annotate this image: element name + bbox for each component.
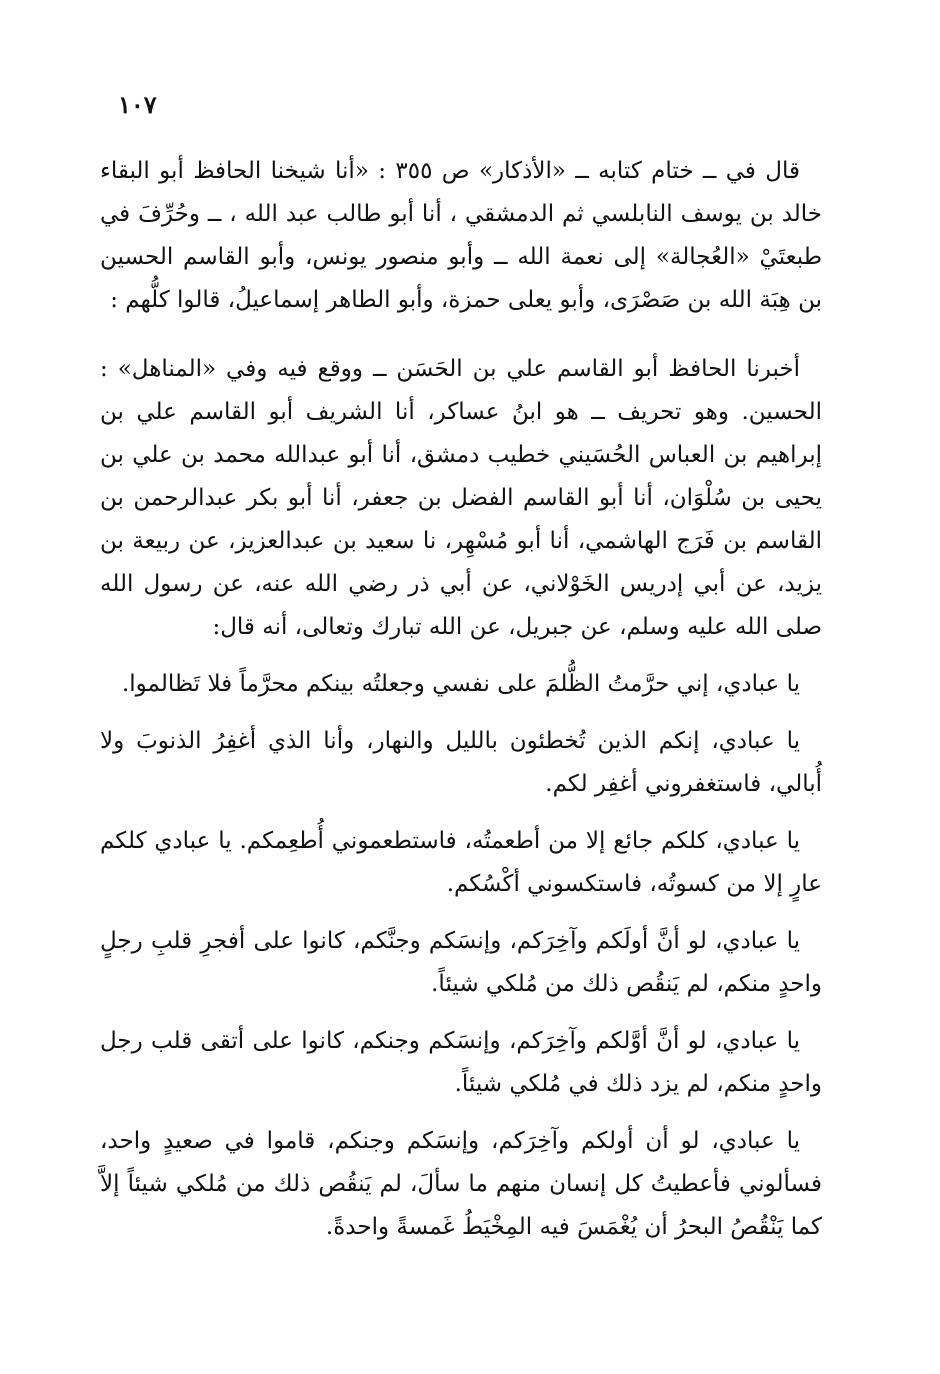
paragraph-hadith-3: يا عبادي، كلكم جائع إلا من أطعمتُه، فاستطعموني أُطعِمكم. يا عبادي كلكم عارٍ إلا من كسوتُه، فاستكسوني أكْسُكم. [100,828,822,897]
page-number: ١٠٧ [118,90,157,119]
page-body [100,150,822,1249]
paragraph-isnad: أخبرنا الحافظ أبو القاسم علي بن الحَسَن ــ ووقع فيه وفي «المناهل» : الحسين. وهو تحريف ــ هو ابنُ عساكر، أنا الشريف أبو القاسم علي بن إبراهيم بن العباس الحُسَيني خطيب دمشق، أنا أبو عبدالله محمد بن علي بن يحيى بن سُلْوَان، أنا أبو القاسم الفضل بن جعفر، أنا أبو بكر عبدالرحمن بن القاسم بن فَرَج الهاشمي، أنا أبو مُسْهِر، نا سعيد بن عبدالعزيز، عن ربيعة بن يزيد، عن أبي إدريس الخَوْلاني، عن أبي ذر رضي الله عنه، عن رسول الله صلى الله عليه وسلم، عن جبريل، عن الله تبارك وتعالى، أنه قال: [100,356,822,640]
paragraph-hadith-5: يا عبادي، لو أنَّ أوَّلكم وآخِرَكم، وإنسَكم وجنكم، كانوا على أتقى قلب رجل واحدٍ منكم، لم يزد ذلك في مُلكي شيئاً. [100,1028,822,1097]
paragraph-hadith-4: يا عبادي، لو أنَّ أولَكم وآخِرَكم، وإنسَكم وجنَّكم، كانوا على أفجرِ قلبِ رجلٍ واحدٍ منكم، لم يَنقُص ذلك من مُلكي شيئاً. [100,928,822,997]
paragraph-hadith-2: يا عبادي، إنكم الذين تُخطئون بالليل والنهار، وأنا الذي أغفِرُ الذنوبَ ولا أُبالي، فاستغفروني أغفِر لكم. [100,728,822,797]
paragraph-hadith-6: يا عبادي، لو أن أولكم وآخِرَكم، وإنسَكم وجنكم، قاموا في صعيدٍ واحد، فسألوني فأعطيتُ كل إنسان منهم ما سألَ، لم يَنقُص ذلك من مُلكي شيئاً إلاَّ كما يَنْقُصُ البحرُ أن يُغْمَسَ فيه المِخْيَطُ غَمسةً واحدةً. [100,1128,822,1240]
paragraph-intro: قال في ــ ختام كتابه ــ «الأذكار» ص ٣٥٥ : «أنا شيخنا الحافظ أبو البقاء خالد بن يوسف النابلسي ثم الدمشقي ، أنا أبو طالب عبد الله ، ــ وحُرِّفَ في طبعتَيْ «العُجالة» إلى نعمة الله ــ وأبو منصور يونس، وأبو القاسم الحسين بن هِبَة الله بن صَصْرَى، وأبو يعلى حمزة، وأبو الطاهر إسماعيلُ، قالوا كلُّهم : [100,158,822,313]
paragraph-hadith-1: يا عبادي، إني حرَّمتُ الظُّلمَ على نفسي وجعلتُه بينكم محرَّماً فلا تَظالموا. [121,671,800,697]
